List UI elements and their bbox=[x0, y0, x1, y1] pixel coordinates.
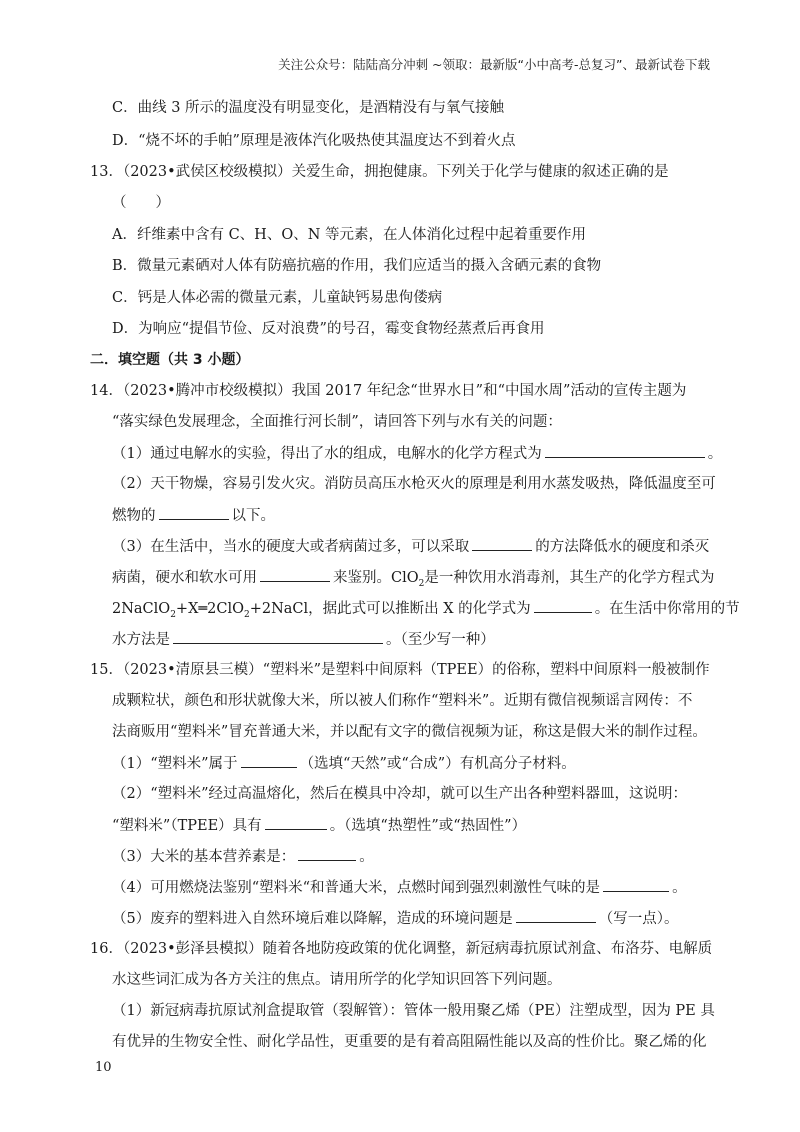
answer-blank[interactable] bbox=[173, 629, 383, 644]
q14-equation: 2NaClO$_2$+X═2ClO$_2$+2NaCl，据此式可以推断出 X 的化学式为 。在生活中你常用的节 bbox=[112, 598, 740, 625]
q12-option-c: C．曲线 3 所示的温度没有明显变化，是酒精没有与氧气接触 bbox=[112, 100, 505, 116]
q14-part-3: （3）在生活中，当水的硬度大或者病菌过多，可以采取 的方法降低水的硬度和杀灭 bbox=[112, 536, 709, 557]
q14-line-2: “落实绿色发展理念，全面推行河长制”，请回答下列与水有关的问题： bbox=[112, 414, 562, 430]
q13-option-a: A．纤维素中含有 C、H、O、N 等元素，在人体消化过程中起着重要作用 bbox=[112, 227, 587, 243]
q14-part-1: （1）通过电解水的实验，得出了水的组成，电解水的化学方程式为 。 bbox=[112, 443, 722, 464]
q15-part-3: （3）大米的基本营养素是： 。 bbox=[112, 846, 374, 867]
answer-blank[interactable] bbox=[260, 567, 330, 582]
page-number: 10 bbox=[95, 1060, 112, 1075]
q13-stem: 13．（2023•武侯区校级模拟）关爱生命，拥抱健康。下列关于化学与健康的叙述正确的是 bbox=[90, 164, 669, 180]
q14-part-3-cont: 病菌，硬水和软水可用 来鉴别。ClO$_2$是一种饮用水消毒剂，其生产的化学方程式为 bbox=[112, 567, 714, 594]
q13-answer-paren: （ ） bbox=[112, 195, 170, 211]
q15-part-4: （4）可用燃烧法鉴别“塑料米“和普通大米，点燃时闻到强烈刺激性气味的是 。 bbox=[112, 877, 687, 898]
answer-blank[interactable] bbox=[603, 877, 669, 892]
answer-blank[interactable] bbox=[241, 753, 297, 768]
q12-option-d: D．“烧不坏的手帕”原理是液体汽化吸热使其温度达不到着火点 bbox=[112, 133, 516, 149]
q16-part-1: （1）新冠病毒抗原试剂盒提取管（裂解管）：管体一般用聚乙烯（PE）注塑成型，因为 PE 具 bbox=[112, 1003, 715, 1019]
q15-line-3: 法商贩用“塑料米”冒充普通大米，并以配有文字的微信视频为证，称这是假大米的制作过程。 bbox=[112, 724, 707, 740]
q15-part-2-cont: “塑料米”（TPEE）具有 。（选填“热塑性”或“热固性”） bbox=[112, 815, 526, 836]
q14-part-2-cont: 燃物的 以下。 bbox=[112, 505, 275, 526]
answer-blank[interactable] bbox=[159, 505, 229, 520]
q15-part-5: （5）废弃的塑料进入自然环境后难以降解，造成的环境问题是 （写一点）。 bbox=[112, 908, 678, 929]
q15-part-1: （1）“塑料米”属于 （选填“天然”或“合成”）有机高分子材料。 bbox=[112, 753, 576, 774]
answer-blank[interactable] bbox=[534, 598, 592, 613]
answer-blank[interactable] bbox=[545, 443, 705, 458]
q13-option-d: D．为响应“提倡节俭、反对浪费”的号召，霉变食物经蒸煮后再食用 bbox=[112, 321, 545, 337]
q16-part-1-cont: 有优异的生物安全性、耐化学品性，更重要的是有着高阻隔性能以及高的性价比。聚乙烯的化 bbox=[112, 1034, 707, 1050]
q15-line-1: 15．（2023•清原县三模）“塑料米”是塑料中间原料（TPEE）的俗称，塑料中间原料一般被制作 bbox=[90, 662, 710, 678]
q14-line-1: 14．（2023•腾冲市校级模拟）我国 2017 年纪念“世界水日”和“中国水周”活动的宣传主题为 bbox=[90, 383, 687, 399]
header-promo: 关注公众号：陆陆高分冲刺 ~领取：最新版“小中高考-总复习”、最新试卷下载 bbox=[278, 57, 710, 72]
answer-blank[interactable] bbox=[516, 908, 596, 923]
q15-part-2: （2）“塑料米”经过高温熔化，然后在模具中冷却，就可以生产出各种塑料器皿，这说明： bbox=[112, 786, 688, 802]
q16-line-2: 水这些词汇成为各方关注的焦点。请用所学的化学知识回答下列问题。 bbox=[112, 972, 562, 988]
q14-part-2: （2）天干物燥，容易引发火灾。消防员高压水枪灭火的原理是利用水蒸发吸热，降低温度至可 bbox=[112, 476, 716, 492]
q13-option-c: C．钙是人体必需的微量元素，儿童缺钙易患佝偻病 bbox=[112, 290, 443, 306]
q13-option-b: B．微量元素硒对人体有防癌抗癌的作用，我们应适当的摄入含硒元素的食物 bbox=[112, 258, 602, 274]
answer-blank[interactable] bbox=[472, 536, 532, 551]
q14-part-3-end: 水方法是 。（至少写一种） bbox=[112, 629, 495, 650]
answer-blank[interactable] bbox=[265, 815, 327, 830]
answer-blank[interactable] bbox=[298, 846, 356, 861]
q15-line-2: 成颗粒状，颜色和形状就像大米，所以被人们称作“塑料米”。近期有微信视频谣言网传：不 bbox=[112, 693, 693, 709]
q16-line-1: 16．（2023•彭泽县模拟）随着各地防疫政策的优化调整，新冠病毒抗原试剂盒、布洛芬、电解质 bbox=[90, 941, 713, 957]
section-heading: 二．填空题（共 3 小题） bbox=[90, 352, 250, 368]
